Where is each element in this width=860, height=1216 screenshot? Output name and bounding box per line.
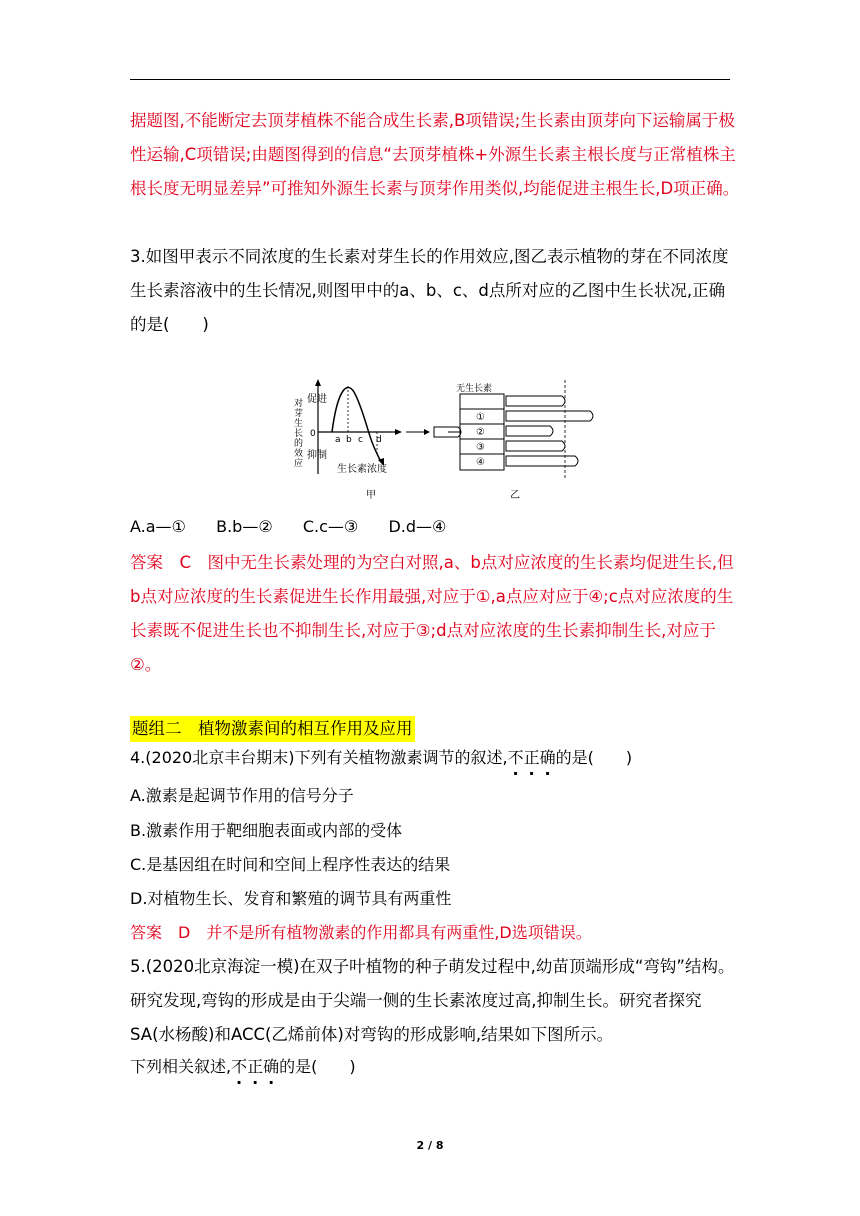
point-b: b — [346, 435, 352, 445]
row-4: ④ — [476, 457, 485, 468]
zero-label: 0 — [310, 429, 316, 439]
question-5-last-line: 下列相关叙述,不正确的是( ) — [130, 1057, 356, 1076]
header-rule — [130, 79, 730, 80]
figure-svg — [280, 376, 610, 506]
caption-yi: 乙 — [510, 490, 520, 501]
point-a: a — [335, 435, 341, 445]
option-c: C.c—③ — [302, 517, 359, 536]
option-a: A.a—① — [130, 517, 186, 536]
svg-text:芽: 芽 — [294, 409, 304, 419]
previous-answer-tail: 据题图,不能断定去顶芽植株不能合成生长素,B项错误;生长素由顶芽向下运输属于极性运输,C项错误;由题图得到的信息“去顶芽植株+外源生长素主根长度与正常植株主根长度无明显差异”可推知外源生长素与顶芽作用类似,均能促进主根生长,D项正确。 — [130, 111, 740, 198]
figure-jia — [307, 379, 402, 501]
svg-text:的: 的 — [294, 439, 304, 449]
option-b: B.b—② — [216, 517, 273, 536]
svg-text:应: 应 — [294, 459, 304, 469]
page-number: 2 / 8 — [416, 1139, 444, 1152]
section-2-heading: 题组二 植物激素间的相互作用及应用 — [130, 716, 415, 742]
caption-jia: 甲 — [366, 490, 376, 501]
question-4-option-a: A.激素是起调节作用的信号分子 — [130, 786, 354, 805]
control-label: 无生长素 — [456, 384, 493, 394]
x-axis-label: 生长素浓度 — [337, 464, 387, 475]
svg-text:效: 效 — [294, 449, 304, 459]
row-1: ① — [476, 412, 485, 423]
point-d: d — [376, 435, 382, 445]
svg-text:长: 长 — [294, 429, 304, 439]
question-4-answer: 答案 D 并不是所有植物激素的作用都具有两重性,D选项错误。 — [130, 923, 592, 942]
point-c: c — [358, 435, 363, 445]
question-3-options — [130, 514, 730, 540]
question-3-figure — [280, 376, 610, 510]
question-4-stem: 4.(2020北京丰台期末)下列有关植物激素调节的叙述,不正确的是( ) — [130, 748, 633, 767]
row-3: ③ — [476, 442, 485, 453]
option-d: D.d—④ — [388, 517, 447, 536]
row-2: ② — [476, 427, 485, 438]
question-3-answer: 答案 C 图中无生长素处理的为空白对照,a、b点对应浓度的生长素均促进生长,但b点对应浓度的生长素促进生长作用最强,对应于①,a点应对应于④;c点对应浓度的生长素既不促进生长也不抑制生长,对应于③;d点对应浓度的生长素抑制生长,对应于②。 — [130, 553, 734, 674]
y-label-bottom: 抑制 — [307, 450, 327, 461]
question-5-stem: 5.(2020北京海淀一模)在双子叶植物的种子萌发过程中,幼苗顶端形成“弯钩”结构。研究发现,弯钩的形成是由于尖端一侧的生长素浓度过高,抑制生长。研究者探究SA(水杨酸)和ACC(乙烯前体)对弯钩的形成影响,结果如下图所示。 — [130, 957, 735, 1044]
svg-text:生: 生 — [294, 419, 304, 429]
y-label-side — [294, 397, 303, 469]
svg-text:对: 对 — [294, 399, 304, 409]
question-4-option-d: D.对植物生长、发育和繁殖的调节具有两重性 — [130, 889, 452, 908]
y-label-top: 促进 — [307, 394, 327, 405]
question-4-option-b: B.激素作用于靶细胞表面或内部的受体 — [130, 821, 403, 840]
figure-yi — [448, 380, 593, 501]
question-4-option-c: C.是基因组在时间和空间上程序性表达的结果 — [130, 855, 451, 874]
question-3-stem: 3.如图甲表示不同浓度的生长素对芽生长的作用效应,图乙表示植物的芽在不同浓度生长素溶液中的生长情况,则图甲中的a、b、c、d点所对应的乙图中生长状况,正确的是( ) — [130, 247, 729, 334]
